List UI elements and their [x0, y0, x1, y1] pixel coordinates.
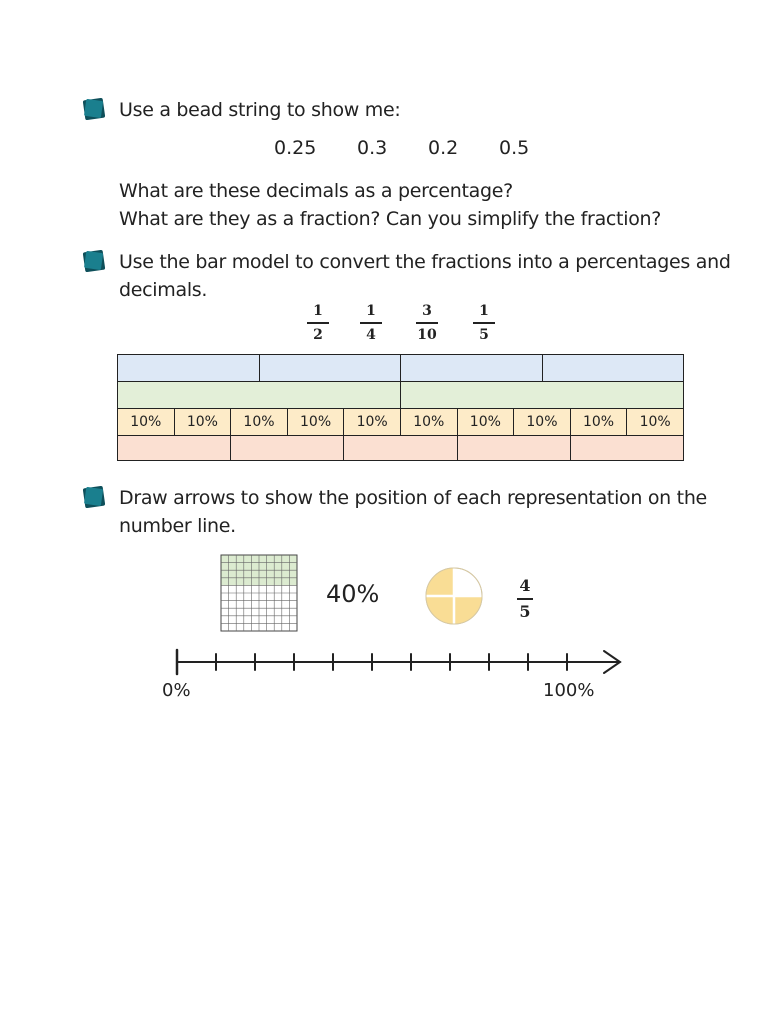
percent-representation: 40%	[326, 580, 380, 608]
bar-cell-label: 10%	[344, 409, 401, 435]
bar-cell-label: 10%	[639, 414, 671, 430]
bar-cell	[260, 355, 402, 381]
q1-followup-percentage: What are these decimals as a percentage?	[119, 180, 513, 202]
q2-prompt-line2: decimals.	[119, 279, 208, 301]
fraction-three-tenths: 3 10	[417, 303, 437, 343]
bar-row-halves	[118, 382, 683, 409]
bar-cell-label: 10%	[288, 409, 345, 435]
number-line	[168, 645, 628, 679]
bar-cell	[543, 355, 684, 381]
q1-followup-fraction: What are they as a fraction? Can you simplify the fraction?	[119, 208, 662, 230]
decimal-value: 0.3	[357, 137, 388, 159]
bar-cell	[344, 436, 457, 460]
decimal-value: 0.5	[499, 137, 530, 159]
bar-cell-label: 10%	[118, 409, 175, 435]
bar-row-tenths	[118, 409, 683, 436]
decimal-value: 0.2	[428, 137, 459, 159]
bar-cell	[118, 382, 401, 408]
pie-fraction-icon	[424, 566, 484, 626]
teal-square-bullet-icon	[81, 484, 107, 510]
hundred-square-grid	[220, 554, 298, 632]
bar-cell-label: 10%	[571, 409, 628, 435]
q2-prompt-line1: Use the bar model to convert the fractions into a percentages and	[119, 251, 731, 273]
bar-cell-label: 10%	[231, 409, 288, 435]
teal-square-bullet-icon	[81, 96, 107, 122]
bar-cell-label: 10%	[458, 409, 515, 435]
number-line-end-label: 100%	[543, 680, 595, 701]
bar-cell-label: 10%	[175, 409, 232, 435]
teal-square-bullet-icon	[81, 248, 107, 274]
bar-cell-label: 10%	[401, 409, 458, 435]
bar-cell-label: 10%	[514, 409, 571, 435]
decimal-value: 0.25	[274, 137, 317, 159]
bar-cell	[401, 355, 543, 381]
bar-cell	[118, 355, 260, 381]
number-line-start-label: 0%	[162, 680, 191, 701]
fraction-one-quarter: 1 4	[356, 302, 386, 344]
q3-prompt-line2: number line.	[119, 515, 236, 537]
q3-prompt-line1: Draw arrows to show the position of each representation on the	[119, 487, 707, 509]
fraction-four-fifths: 4 5	[511, 576, 539, 622]
bar-cell	[458, 436, 571, 460]
q1-prompt: Use a bead string to show me:	[119, 99, 401, 121]
bar-cell	[401, 382, 683, 408]
bar-cell	[231, 436, 344, 460]
bar-model	[117, 354, 684, 461]
bar-cell	[118, 436, 231, 460]
bar-row-quarters	[118, 355, 683, 382]
bar-cell	[571, 436, 683, 460]
bar-row-fifths	[118, 436, 683, 460]
fraction-one-half: 1 2	[303, 302, 333, 344]
fraction-one-fifth: 1 5	[469, 302, 499, 344]
